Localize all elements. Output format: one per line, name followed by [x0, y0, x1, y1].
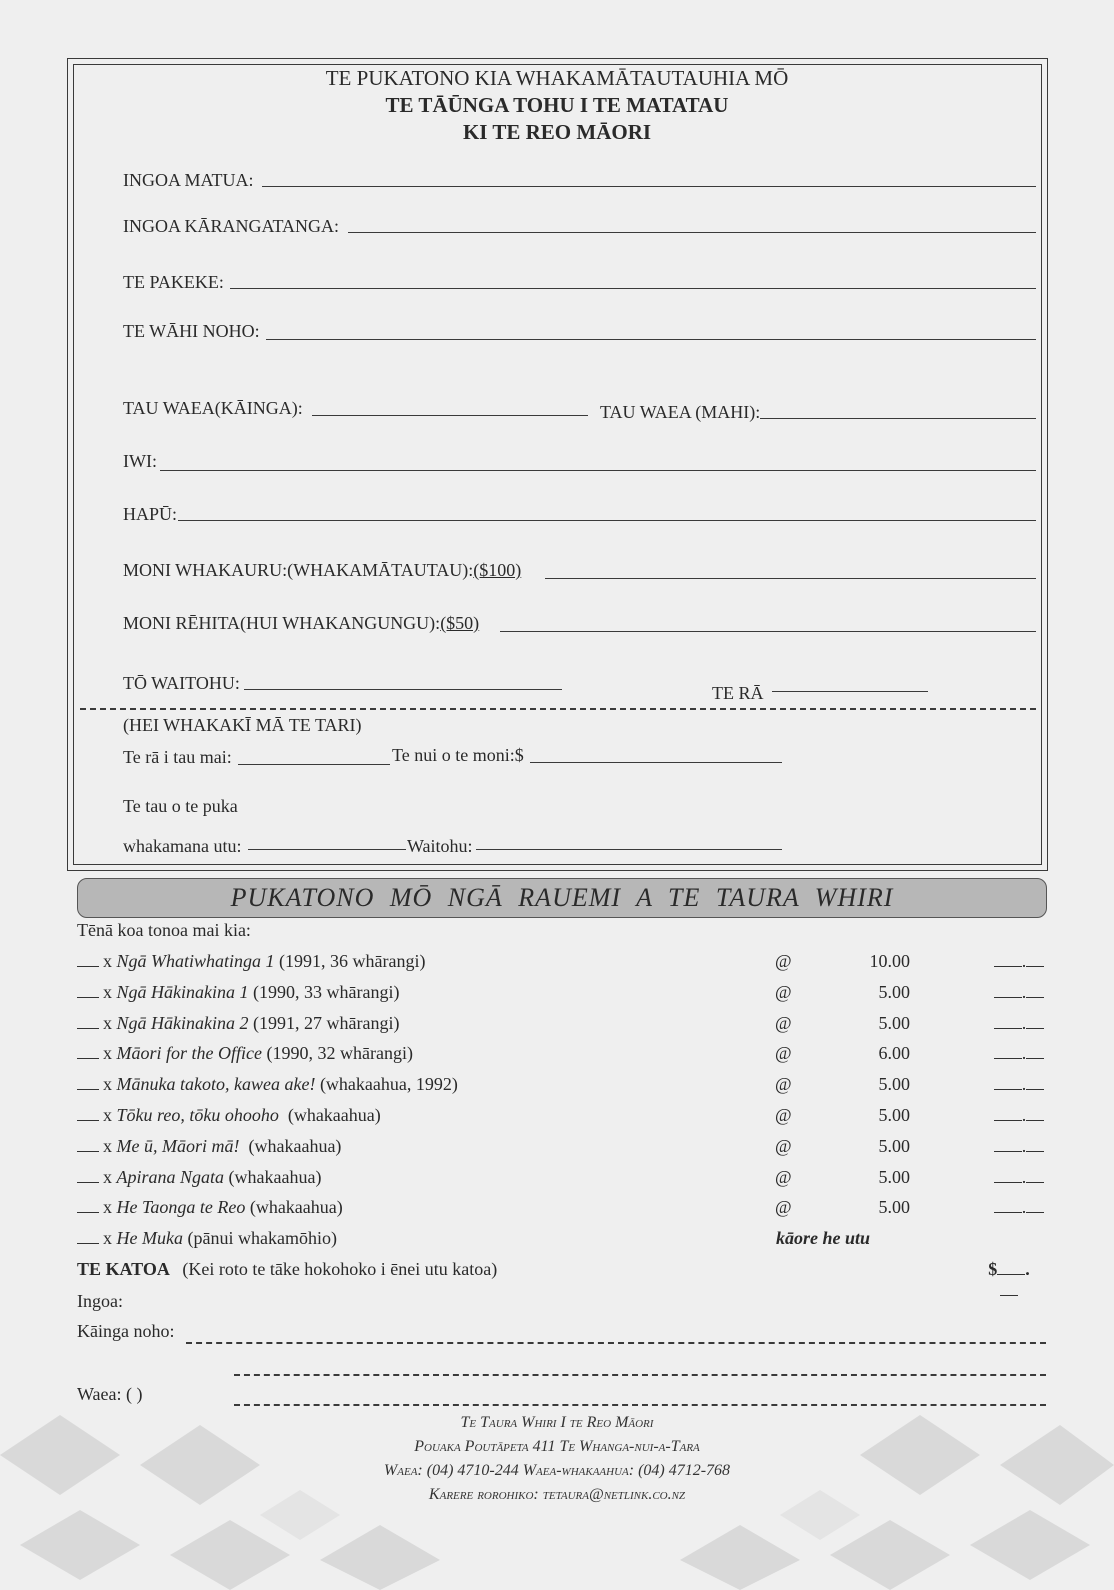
quantity-field[interactable] — [77, 1120, 99, 1121]
item-amount-field[interactable]: . — [990, 1167, 1048, 1188]
item-price: 5.00 — [878, 1105, 910, 1125]
te-nui-moni-field[interactable] — [530, 762, 782, 763]
at-symbol: @ — [775, 1043, 792, 1064]
item-amount-field[interactable]: . — [990, 1074, 1048, 1095]
form-title-line2: TE TĀŪNGA TOHU I TE MATATAU — [385, 93, 729, 117]
quantity-field[interactable] — [77, 1243, 99, 1244]
item-price: 5.00 — [878, 1012, 910, 1033]
te-wahi-noho-field[interactable] — [266, 339, 1036, 340]
footer-address: Pouaka Poutāpeta 411 Te Whanga-nui-a-Tara — [414, 1438, 700, 1455]
item-price: 5.00 — [878, 981, 910, 1002]
item-details: (pānui whakamōhio) — [182, 1228, 337, 1249]
whakamana-utu-field[interactable] — [248, 849, 406, 850]
footer-email: Karere rorohiko: tetaura@netlink.co.nz — [428, 1486, 686, 1503]
total-prefix: $ — [988, 1259, 998, 1279]
item-amount-field[interactable]: . — [990, 1136, 1048, 1157]
quantity-field[interactable] — [77, 1212, 99, 1213]
ingoa-matua-field[interactable] — [262, 186, 1036, 187]
ingoa-matua-label: INGOA MATUA: — [123, 170, 254, 190]
moni-whakauru-label — [123, 560, 521, 580]
order-item-row: x Ngā Hākinakina 2 (1991, 27 whārangi) — [77, 1013, 399, 1034]
item-amount-field[interactable]: . — [990, 951, 1048, 972]
moni-whakauru-text: MONI WHAKAURU:(WHAKAMĀTAUTAU): — [123, 560, 474, 580]
order-item-row: x Ngā Hākinakina 1 (1990, 33 whārangi) — [77, 982, 399, 1003]
item-title: Ngā Hākinakina 2 — [116, 1012, 249, 1033]
item-title: Tōku reo, tōku ohooho — [116, 1105, 279, 1125]
at-symbol: @ — [775, 1135, 792, 1156]
footer-phone: Waea: (04) 4710-244 Waea-whakaahua: (04) 4712-768 — [383, 1462, 731, 1479]
order-item-row: x Me ū, Māori mā! (whakaahua) — [77, 1136, 341, 1157]
order-intro: Tēnā koa tonoa mai kia: — [77, 920, 251, 940]
item-details: (whakaahua) — [278, 1105, 381, 1125]
te-katoa-label: TE KATOA — [77, 1259, 170, 1279]
form-title-line3: KI TE REO MĀORI — [462, 120, 652, 144]
order-banner: PUKATONO MŌ NGĀ RAUEMI A TE TAURA WHIRI — [77, 878, 1047, 918]
waitohu-label: Waitohu: — [407, 836, 473, 856]
order-item-row: x Māori for the Office (1990, 32 whārangi) — [77, 1043, 413, 1064]
whakamana-utu-label: whakamana utu: — [123, 836, 242, 856]
item-title: Apirana Ngata — [116, 1166, 225, 1187]
item-details: (1991, 27 whārangi) — [248, 1012, 400, 1033]
item-title: Ngā Whatiwhatinga 1 — [116, 951, 275, 971]
item-amount-field[interactable]: . — [990, 1105, 1048, 1126]
quantity-field[interactable] — [77, 1151, 99, 1152]
order-item-row: x He Taonga te Reo (whakaahua) — [77, 1197, 343, 1218]
quantity-field[interactable] — [77, 1058, 99, 1059]
kainga-noho-label: Kāinga noho: — [77, 1321, 175, 1341]
order-item-row: x Mānuka takoto, kawea ake! (whakaahua, 1992) — [77, 1074, 458, 1095]
quantity-field[interactable] — [77, 1089, 99, 1090]
at-symbol: @ — [775, 981, 792, 1002]
item-details: (whakaahua) — [224, 1166, 322, 1187]
item-amount-field[interactable]: . — [990, 1043, 1048, 1064]
item-amount-field[interactable]: . — [990, 982, 1048, 1003]
item-title: Mānuka takoto, kawea ake! — [116, 1074, 316, 1095]
tau-waea-mahi-field[interactable] — [760, 418, 1036, 419]
to-waitohu-field[interactable] — [244, 689, 562, 690]
ingoa-karangatanga-field[interactable] — [348, 232, 1036, 233]
te-katoa-note: (Kei roto te tāke hokohoko i ēnei utu katoa) — [182, 1259, 498, 1279]
at-symbol: @ — [775, 1166, 792, 1187]
item-amount-field[interactable]: . — [990, 1013, 1048, 1034]
moni-rehita-amount: ($50) — [440, 613, 480, 633]
kainga-noho-field-1[interactable] — [186, 1342, 1046, 1344]
hapu-field[interactable] — [178, 520, 1036, 521]
item-details: (whakaahua) — [245, 1197, 343, 1218]
at-symbol: @ — [775, 1105, 792, 1125]
at-symbol: @ — [775, 1012, 792, 1033]
waitohu-field[interactable] — [476, 849, 782, 850]
te-pakeke-label: TE PAKEKE: — [123, 272, 224, 292]
hapu-label: HAPŪ: — [123, 504, 178, 524]
item-details: (1990, 33 whārangi) — [248, 981, 400, 1002]
footer-org-name: Te Taura Whiri I te Reo Māori — [460, 1414, 654, 1431]
office-heading: (HEI WHAKAKĪ MĀ TE TARI) — [123, 715, 362, 735]
ingoa-karangatanga-label: INGOA KĀRANGATANGA: — [123, 216, 340, 236]
te-nui-moni-label: Te nui o te moni:$ — [392, 745, 524, 765]
tau-waea-kainga-label: TAU WAEA(KĀINGA): — [123, 398, 303, 418]
item-price-free: kāore he utu — [776, 1228, 871, 1249]
te-ra-tau-mai-field[interactable] — [238, 764, 390, 765]
item-title: He Muka — [116, 1228, 183, 1249]
iwi-field[interactable] — [160, 470, 1036, 471]
order-item-row: x He Muka (pānui whakamōhio) — [77, 1228, 337, 1249]
form-title-line1: TE PUKATONO KIA WHAKAMĀTAUTAUHIA MŌ — [325, 66, 789, 90]
moni-rehita-text: MONI RĒHITA(HUI WHAKANGUNGU): — [123, 613, 441, 633]
item-details: (1991, 36 whārangi) — [274, 951, 426, 971]
item-amount-field[interactable]: . — [990, 1197, 1048, 1218]
item-details: (whakaahua, 1992) — [315, 1074, 458, 1095]
item-title: Me ū, Māori mā! — [116, 1135, 240, 1156]
te-pakeke-field[interactable] — [230, 288, 1036, 289]
kainga-noho-field-2[interactable] — [234, 1374, 1046, 1376]
item-price: 5.00 — [878, 1074, 910, 1095]
item-price: 10.00 — [869, 951, 910, 971]
order-item-row: x Ngā Whatiwhatinga 1 (1991, 36 whārangi) — [77, 951, 425, 972]
item-price: 5.00 — [878, 1197, 910, 1218]
at-symbol: @ — [775, 951, 792, 971]
quantity-field[interactable] — [77, 997, 99, 998]
tau-waea-kainga-field[interactable] — [312, 415, 588, 416]
item-price: 6.00 — [878, 1043, 910, 1064]
item-details: (1990, 32 whārangi) — [261, 1043, 413, 1064]
waea-label: Waea: ( ) — [77, 1384, 143, 1404]
item-title: Ngā Hākinakina 1 — [116, 981, 249, 1002]
cut-line — [80, 708, 1036, 710]
moni-rehita-label — [123, 613, 479, 633]
quantity-field[interactable] — [77, 966, 99, 967]
to-waitohu-label: TŌ WAITOHU: — [123, 673, 240, 693]
at-symbol: @ — [775, 1074, 792, 1095]
quantity-field[interactable] — [77, 1182, 99, 1183]
quantity-field[interactable] — [77, 1028, 99, 1029]
moni-whakauru-amount: ($100) — [473, 560, 522, 580]
te-ra-label: TE RĀ — [712, 683, 764, 703]
te-tau-puka-label: Te tau o te puka — [123, 796, 238, 816]
te-ra-tau-mai-label: Te rā i tau mai: — [123, 747, 232, 767]
order-item-row: x Tōku reo, tōku ohooho (whakaahua) — [77, 1105, 381, 1126]
te-wahi-noho-label: TE WĀHI NOHO: — [123, 321, 260, 341]
te-katoa-row — [77, 1259, 497, 1280]
item-title: Māori for the Office — [116, 1043, 262, 1064]
ingoa-label: Ingoa: — [77, 1291, 123, 1311]
item-details: (whakaahua) — [239, 1135, 342, 1156]
item-price: 5.00 — [878, 1135, 910, 1156]
te-ra-field[interactable] — [772, 691, 928, 692]
waea-field[interactable] — [234, 1404, 1046, 1406]
order-item-row: x Apirana Ngata (whakaahua) — [77, 1167, 321, 1188]
iwi-label: IWI: — [123, 451, 157, 471]
tau-waea-mahi-label: TAU WAEA (MAHI): — [600, 402, 761, 422]
moni-rehita-field[interactable] — [500, 631, 1036, 632]
at-symbol: @ — [775, 1197, 792, 1218]
item-title: He Taonga te Reo — [116, 1197, 246, 1218]
item-price: 5.00 — [878, 1166, 910, 1187]
total-amount-field[interactable]: $ . — [980, 1259, 1038, 1301]
moni-whakauru-field[interactable] — [545, 578, 1036, 579]
